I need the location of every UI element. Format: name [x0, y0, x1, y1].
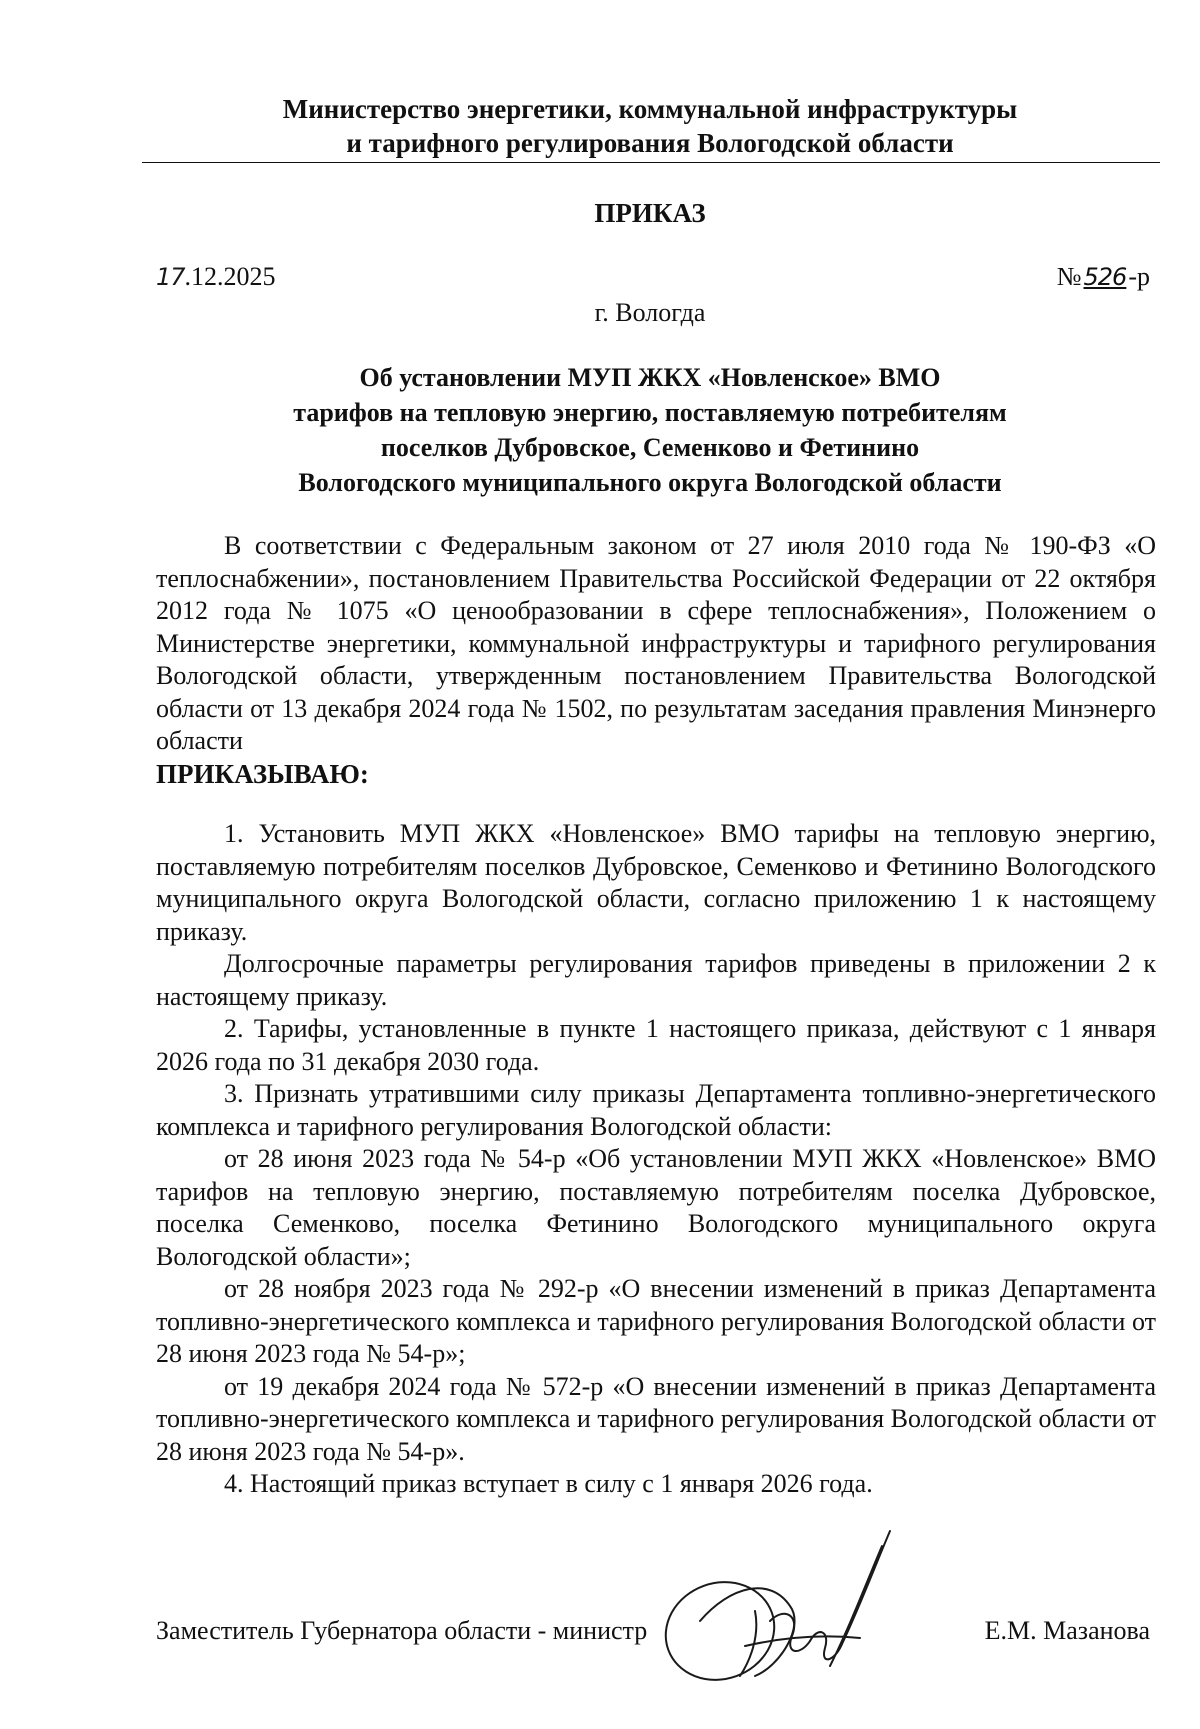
document-body — [156, 530, 1156, 1501]
ministry-header-line-1: Министерство энергетики, коммунальной инфраструктуры — [282, 94, 1018, 124]
document-number — [1057, 262, 1150, 292]
ministry-header-line-2: и тарифного регулирования Вологодской области — [346, 128, 954, 158]
order-item: от 28 июня 2023 года № 54-р «Об установлении МУП ЖКХ «Новленское» ВМО тарифов на тепловую энергию, поставляемую потребителям поселка Дубровское, поселка Семенково, поселка Фетинино Вологодского муниципального округа Вологодской области»; — [156, 1144, 1156, 1271]
handwritten-signature — [660, 1526, 900, 1686]
document-type: ПРИКАЗ — [594, 198, 706, 228]
order-item: Долгосрочные параметры регулирования тарифов приведены в приложении 2 к настоящему приказу. — [156, 949, 1156, 1011]
order-item: 3. Признать утратившими силу приказы Департамента топливно-энергетического комплекса и тарифного регулирования Вологодской области: — [156, 1079, 1156, 1141]
number-handwritten: 526 — [1083, 263, 1127, 291]
document-date — [156, 262, 276, 292]
order-item: от 28 ноября 2023 года № 292-р «О внесении изменений в приказ Департамента топливно-энергетического комплекса и тарифного регулирования Вологодской области от 28 июня 2023 года № 54-р»; — [156, 1274, 1156, 1368]
title-line: тарифов на тепловую энергию, поставляемую потребителям — [293, 398, 1007, 427]
header-divider — [142, 162, 1160, 163]
number-suffix: -р — [1128, 262, 1150, 291]
signatory-name: Е.М. Мазанова — [984, 1616, 1150, 1645]
title-line: поселков Дубровское, Семенково и Фетинино — [380, 433, 920, 462]
date-rest: .12.2025 — [184, 262, 276, 291]
signature-block — [156, 1616, 1150, 1656]
title-line: Об установлении МУП ЖКХ «Новленское» ВМО — [359, 363, 941, 392]
signatory-position: Заместитель Губернатора области - министр — [156, 1616, 648, 1645]
order-item: от 19 декабря 2024 года № 572-р «О внесении изменений в приказ Департамента топливно-энергетического комплекса и тарифного регулирования Вологодской области от 28 июня 2023 года № 54-р». — [156, 1371, 1156, 1466]
order-item: 4. Настоящий приказ вступает в силу с 1 января 2026 года. — [224, 1469, 873, 1498]
ministry-header — [140, 92, 1160, 160]
order-item: 2. Тарифы, установленные в пункте 1 настоящего приказа, действуют с 1 января 2026 года по 31 декабря 2030 года. — [156, 1014, 1156, 1076]
document-title — [140, 360, 1160, 500]
order-item: 1. Установить МУП ЖКХ «Новленское» ВМО тарифы на тепловую энергию, поставляемую потребителям поселков Дубровское, Семенково и Фетинино Вологодского муниципального округа Вологодской области, согласно приложению 1 к настоящему приказу. — [156, 819, 1156, 946]
preamble-paragraph: В соответствии с Федеральным законом от 27 июля 2010 года № 190-ФЗ «О теплоснабжении», постановлением Правительства Российской Федерации от 22 октября 2012 года № 1075 «О ценообразовании в сфере теплоснабжения», Положением о Министерстве энергетики, коммунальной инфраструктуры и тарифного регулирования Вологодской области, утвержденным постановлением Правительства Вологодской области от 13 декабря 2024 года № 1502, по результатам заседания правления Минэнерго области — [156, 531, 1156, 755]
document-city: г. Вологда — [594, 298, 706, 327]
number-prefix: № — [1056, 262, 1082, 291]
title-line: Вологодского муниципального округа Вологодской области — [298, 468, 1002, 497]
decree-word: ПРИКАЗЫВАЮ: — [156, 758, 369, 789]
date-day-handwritten: 17 — [156, 263, 185, 291]
